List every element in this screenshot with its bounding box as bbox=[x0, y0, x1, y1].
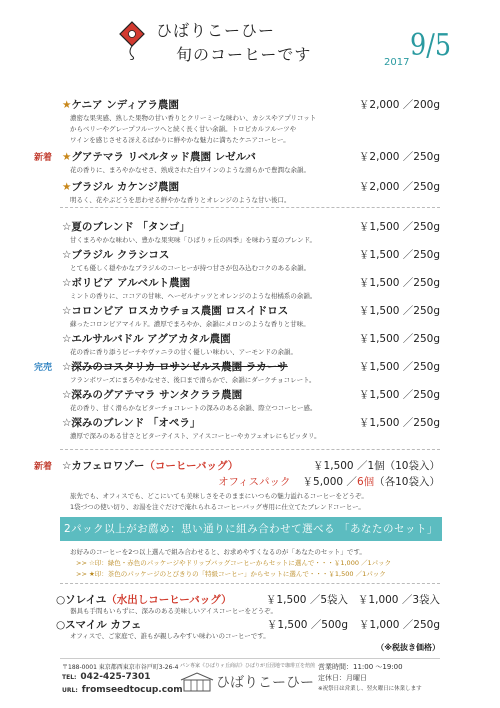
coffee-name: ☆深みのグアテマラ サンタクララ農園 bbox=[62, 389, 243, 401]
coffee-name: ☆ボリビア アルベルト農園 bbox=[62, 277, 191, 289]
footer-hours: 営業時間：11:00 〜19:00 bbox=[318, 663, 403, 671]
footer-holiday: 定休日：月曜日 bbox=[318, 674, 367, 682]
coffee-description: 花の香に香り添うピーチやヴァニラの甘く優しい味わい、アーモンドの余韻。 bbox=[70, 348, 297, 356]
footer-tel: TEL: 042-425-7301 bbox=[62, 672, 151, 682]
coffee-price: ￥1,500 ／250g bbox=[358, 361, 440, 373]
house-logo-icon bbox=[180, 672, 214, 692]
coffee-description: 濃密な果実感、熟した果物の甘い香りとクリーミーな味わい、カシスやアプリコット bbox=[70, 114, 317, 122]
star-icon: ☆ bbox=[62, 361, 72, 373]
star-icon: ☆ bbox=[62, 389, 72, 401]
product-price-1: ￥1,500 ／500g bbox=[266, 619, 348, 631]
divider bbox=[60, 449, 440, 450]
coffee-price: ￥2,000 ／250g bbox=[358, 181, 440, 193]
star-icon: ☆ bbox=[62, 417, 72, 429]
office-pack-price: オフィスパック ￥5,000 ／6個（各10袋入） bbox=[218, 476, 440, 488]
coffee-name: ☆深みのブレンド 「オペラ」 bbox=[62, 417, 201, 429]
year-label: 2017 bbox=[384, 57, 410, 68]
coffee-price: ￥1,500 ／250g bbox=[358, 333, 440, 345]
item-badge: 新着 bbox=[34, 153, 53, 163]
product-price-1: ￥1,500 ／5袋入 bbox=[265, 594, 348, 606]
footer-tagline: パン専家《ひばりヶ丘商店》ひばりが丘団地で珈琲豆を焙煎 bbox=[180, 663, 316, 669]
coffee-price: ￥1,500 ／250g bbox=[358, 277, 440, 289]
product-price-2: ￥1,000 ／3袋入 bbox=[357, 594, 440, 606]
coffee-description: からベリーやグレープフルーツへと続く長く甘い余韻。トロピカルフルーツや bbox=[70, 125, 297, 133]
coffee-name: ☆コロンビア ロスカウチョス農園 ロスイドロス bbox=[62, 305, 289, 317]
coffee-description: とても優しく穏やかなブラジルのコーヒーが持つ甘さが包み込むコクのある余韻。 bbox=[70, 264, 311, 272]
item-badge: 完売 bbox=[34, 363, 53, 373]
set-desc: お好みのコーヒーを2つ以上選んで組み合わせると、お求めやすくなるのが「あなたのセット」です。 bbox=[70, 548, 366, 556]
coffee-price: ￥1,500 ／250g bbox=[358, 305, 440, 317]
date-label: 9/5 bbox=[410, 28, 452, 63]
star-icon: ★ bbox=[62, 151, 72, 163]
product-name: ○スマイル カフェ bbox=[56, 619, 142, 631]
coffee-description: 明るく、花やぶどうを思わせる鮮やかな香りとオレンジのような甘い後口。 bbox=[70, 196, 291, 204]
star-icon: ★ bbox=[62, 181, 72, 193]
page-subtitle: 旬のコーヒーです bbox=[176, 45, 312, 64]
product-name: ○ソレイユ（水出しコーヒーバッグ） bbox=[56, 594, 232, 606]
coffee-description: フランボワーズにまろやかなせさ、後口まで滑らかで、余韻にダークチョコレート。 bbox=[70, 376, 316, 384]
new-badge: 新着 bbox=[34, 462, 53, 472]
coffee-price: ￥1,500 ／250g bbox=[358, 249, 440, 261]
coffee-description: ミントの香りに、ココアの甘味、ヘーゼルナッツとオレンジのような柑橘系の余韻。 bbox=[70, 292, 317, 300]
coffee-description: 花の香り、甘く滑らかなビターチョコレートの深みのある余韻、際立つコーヒー感。 bbox=[70, 404, 317, 412]
footer-holiday-note: ※祝祭日は営業し、翌火曜日に休業します bbox=[318, 686, 422, 692]
footer-url: URL: fromseedtocup.com bbox=[62, 685, 183, 695]
shop-name: ひばりこーひー bbox=[156, 21, 276, 40]
kite-logo-icon bbox=[118, 20, 146, 60]
cafe-loiseau-name: ☆カフェロワゾー（コーヒーバッグ） bbox=[62, 460, 239, 472]
coffee-name: ★ブラジル カケンジ農園 bbox=[62, 181, 180, 193]
footer-address: 〒188-0001 東京都西東京市谷戸町3-26-4 bbox=[62, 664, 179, 671]
coffee-price: ￥1,500 ／250g bbox=[358, 221, 440, 233]
cafe-desc-1: 旅先でも、オフィスでも、どこにいても美味しさをそのままにいつもの魅力溢れるコーヒーをどうぞ。 bbox=[70, 492, 368, 500]
coffee-name: ★グアテマラ リベルタッド農園 レゼルバ bbox=[62, 151, 256, 163]
coffee-price: ￥2,000 ／200g bbox=[358, 99, 440, 111]
coffee-description: 花の香りに、まろやかなせさ、熟成された白ワインのような滑らかで豊潤な余韻。 bbox=[70, 166, 311, 174]
coffee-description: 甘くまろやかな味わい、豊かな果実味「ひばりヶ丘の四季」を味わう夏のブレンド。 bbox=[70, 236, 316, 244]
star-icon: ☆ bbox=[62, 305, 72, 317]
coffee-price: ￥1,500 ／250g bbox=[358, 389, 440, 401]
divider bbox=[60, 207, 440, 208]
product-description: 器具も手間もいらずに、深みのある美味しいアイスコーヒーをどうぞ。 bbox=[70, 607, 277, 615]
coffee-description: ワインを感じさせる冴えるばかりに鮮やかな魅力に満ちたケニアコーヒー。 bbox=[70, 136, 290, 144]
tax-note: （※税抜き価格） bbox=[376, 643, 440, 652]
star-icon: ☆ bbox=[62, 277, 72, 289]
coffee-name: ☆エルサルバドル アグアカタル農園 bbox=[62, 333, 231, 345]
coffee-name: ☆深みのコスタリカ ロサンゼルス農園 ラカーサ bbox=[62, 361, 288, 373]
divider bbox=[60, 583, 440, 584]
coffee-name: ★ケニア ンディアラ農園 bbox=[62, 99, 179, 111]
coffee-price: ￥1,500 ／250g bbox=[358, 417, 440, 429]
set-option-2: >> ★印：茶色のパッケージのとびきりの「特級コーヒー」からセットに選んで・・・￥1,500 ／1パック bbox=[76, 570, 386, 578]
product-description: オフィスで、ご家庭で、誰もが親しみやすい味わいのコーヒーです。 bbox=[70, 632, 270, 640]
coffee-name: ☆夏のブレンド 「タンゴ」 bbox=[62, 221, 190, 233]
star-icon: ☆ bbox=[62, 221, 72, 233]
set-banner: 2パック以上がお薦め：思い通りに組み合わせて選べる 「あなたのセット」 bbox=[60, 517, 442, 541]
cafe-loiseau-price: ￥1,500 ／1個（10袋入） bbox=[313, 460, 440, 472]
star-icon: ☆ bbox=[62, 333, 72, 345]
footer-logo-text: ひばりこーひー bbox=[216, 675, 314, 691]
set-option-1: >> ☆印：緑色・赤色のパッケージやドリップバッグコーヒーからセットに選んで・・・￥1,000 ／1パック bbox=[76, 559, 392, 567]
cafe-desc-2: 1袋づつの使い切り、お湯を注ぐだけで淹れられるコーヒーバッグ専用に仕立てたブレンドコーヒー。 bbox=[70, 503, 365, 511]
coffee-name: ☆ブラジル クラシコス bbox=[62, 249, 170, 261]
star-icon: ☆ bbox=[62, 249, 72, 261]
footer-divider bbox=[60, 658, 440, 659]
coffee-description: 濃厚で深みのある甘さとビターテイスト、アイスコーヒーやカフェオレにもピッタリ。 bbox=[70, 432, 321, 440]
star-icon: ★ bbox=[62, 99, 72, 111]
coffee-description: 蘇ったコロンビアマイルド。濃厚でまろやか、余韻にメロンのような香りと甘味。 bbox=[70, 320, 310, 328]
product-price-2: ￥1,000 ／250g bbox=[358, 619, 440, 631]
coffee-price: ￥2,000 ／250g bbox=[358, 151, 440, 163]
